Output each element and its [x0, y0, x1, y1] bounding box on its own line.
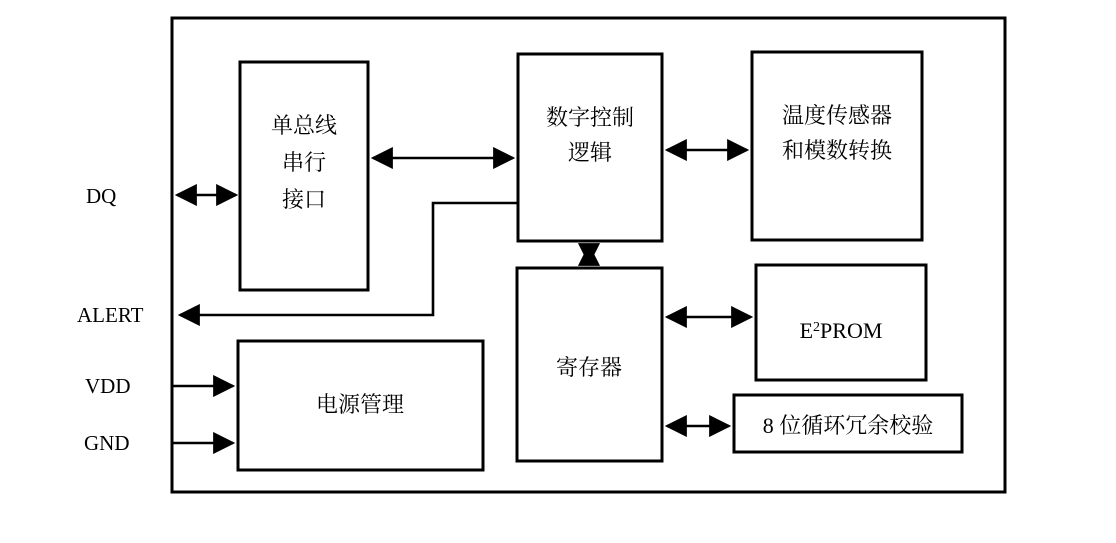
eeprom-label — [800, 318, 883, 343]
box-onewire-serial-interface — [240, 62, 368, 290]
eeprom-label-superscript: 2 — [813, 320, 821, 335]
sensor-label-line2: 和模数转换 — [781, 138, 893, 163]
pin-label-alert: ALERT — [77, 303, 144, 327]
onewire-label-line1: 单总线 — [270, 113, 338, 138]
pin-label-dq: DQ — [86, 184, 117, 208]
pin-label-gnd: GND — [84, 431, 130, 455]
onewire-label-line2: 串行 — [281, 150, 327, 175]
digital-label-line1: 数字控制 — [545, 105, 635, 130]
pin-label-vdd: VDD — [85, 374, 131, 398]
crc-label: 8 位循环冗余校验 — [762, 413, 934, 438]
register-label: 寄存器 — [555, 355, 623, 380]
digital-label-line2: 逻辑 — [567, 140, 613, 165]
onewire-label-line3: 接口 — [281, 187, 327, 212]
eeprom-label-base: E — [799, 318, 814, 343]
sensor-label-line1: 温度传感器 — [781, 103, 893, 128]
eeprom-label-rest: PROM — [820, 318, 883, 343]
power-label: 电源管理 — [315, 392, 405, 417]
